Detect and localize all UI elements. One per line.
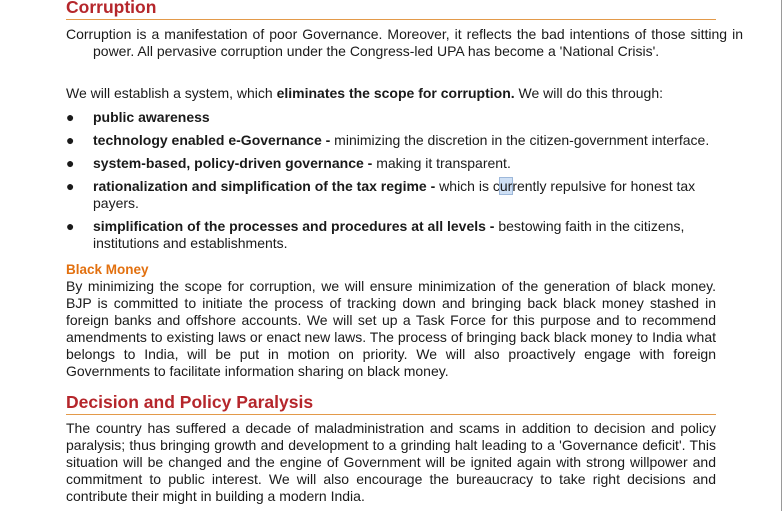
list-item-text: bestowing faith in the citizens, institutions and establishments. [93, 218, 685, 251]
system-text-pre: We will establish a system, which [66, 85, 277, 101]
list-item-bold: public awareness [93, 109, 210, 125]
list-item-bold: rationalization and simplification of the tax regime - [93, 178, 436, 194]
black-money-heading: Black Money [66, 262, 149, 277]
list-item-text-continued: rently repulsive for honest tax payers. [93, 178, 696, 211]
list-item [66, 155, 716, 172]
list-item-text: minimizing the discretion in the citizen-government interface. [330, 132, 710, 148]
bullet-icon: ● [66, 155, 75, 171]
corruption-heading: Corruption [66, 0, 716, 20]
corruption-intro: Corruption is a manifestation of poor Governance. Moreover, it reflects the bad intentions of those sitting in power. All pervasive corruption under the Congress-led UPA has become a 'National Crisis'. [66, 26, 743, 59]
bullet-icon: ● [66, 109, 75, 125]
paralysis-heading: Decision and Policy Paralysis [66, 393, 716, 415]
bullet-icon: ● [66, 178, 75, 194]
list-item-text: which is c [435, 178, 500, 194]
corruption-measures-list [66, 109, 716, 252]
black-money-body: By minimizing the scope for corruption, we will ensure minimization of the generation of black money. BJP is committed to initiate the process of tracking down and bringing back black money stashed in foreign banks and offshore accounts. We will set up a Task Force for this purpose and to recommend amendments to existing laws or enact new laws. The process of bringing back black money to India what belongs to India, will be put in motion on priority. We will also proactively engage with foreign Governments to facilitate information sharing on black money. [66, 278, 716, 379]
list-item [66, 109, 716, 126]
system-text-post: We will do this through: [514, 85, 664, 101]
corruption-system-statement [66, 85, 716, 102]
list-item-bold: system-based, policy-driven governance - [93, 155, 373, 171]
paralysis-body: The country has suffered a decade of maladministration and scams in addition to decision and policy paralysis; thus bringing growth and development to a grinding halt leading to a 'Governance deficit'. This situation will be changed and the engine of Government will be ignited again with strong willpower and commitment to public interest. We will also encourage the bureaucracy to take right decisions and contribute their might in building a modern India. [66, 420, 716, 504]
list-item [66, 218, 716, 252]
list-item-text: making it transparent. [372, 155, 511, 171]
list-item-bold: simplification of the processes and procedures at all levels - [93, 218, 495, 234]
system-text-bold: eliminates the scope for corruption. [276, 85, 515, 101]
list-item-bold: technology enabled e-Governance - [93, 132, 331, 148]
bullet-icon: ● [66, 218, 75, 234]
page-edge-rule [781, 0, 782, 511]
bullet-icon: ● [66, 132, 75, 148]
text-selection-highlight[interactable]: ur [499, 178, 513, 194]
list-item [66, 132, 716, 149]
list-item [66, 178, 716, 212]
